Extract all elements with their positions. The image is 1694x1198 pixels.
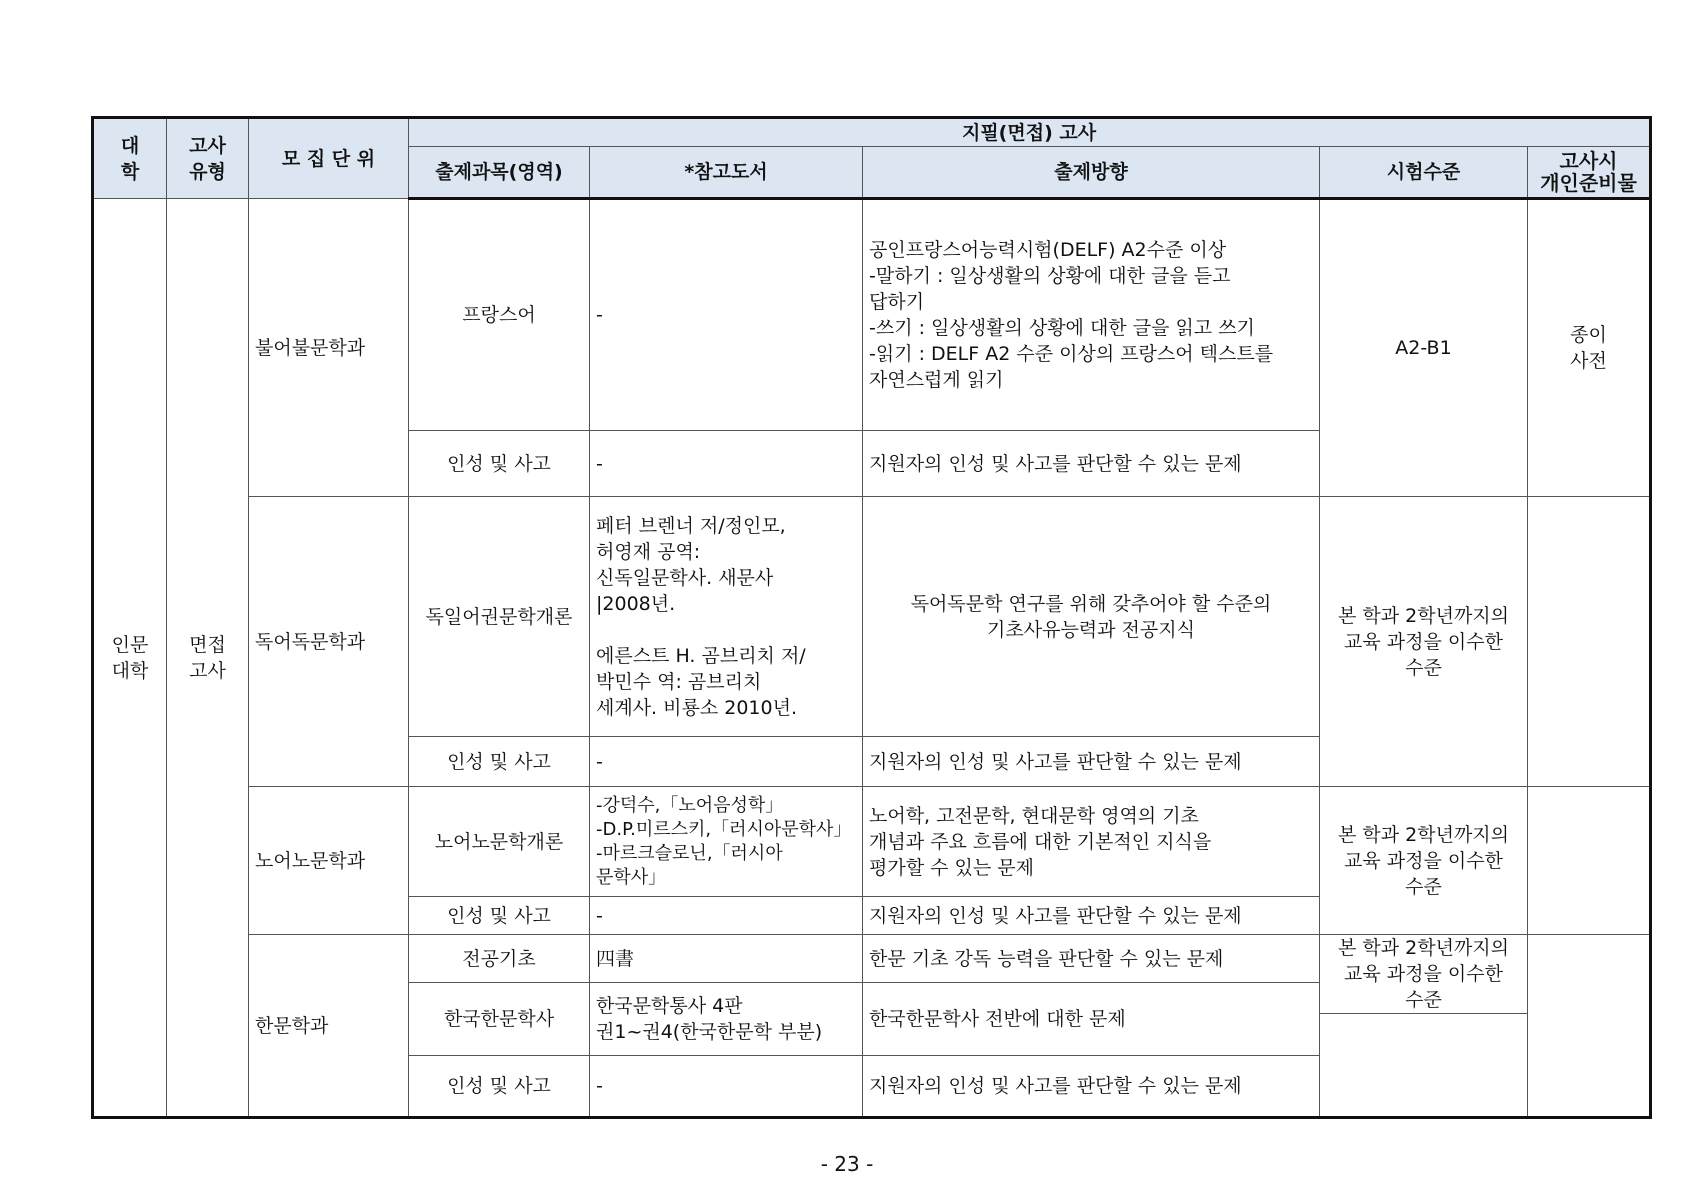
direction-cell: 한국한문학사 전반에 대한 문제	[863, 983, 1320, 1056]
subject-cell: 독일어권문학개론	[409, 497, 590, 737]
subject-cell: 한국한문학사	[409, 983, 590, 1056]
subject-cell: 인성 및 사고	[409, 431, 590, 497]
unit-german: 독어독문학과	[249, 497, 409, 787]
header-direction: 출제방향	[863, 147, 1320, 199]
page-number: - 23 -	[820, 1152, 874, 1176]
header-written-interview: 지필(면접) 고사	[409, 118, 1651, 147]
books-cell: -강덕수,「노어음성학」 -D.P.미르스키,「러시아문학사」 -마르크슬로닌,「러시아 문학사」	[590, 787, 863, 897]
direction-cell: 지원자의 인성 및 사고를 판단할 수 있는 문제	[863, 431, 1320, 497]
unit-french: 불어불문학과	[249, 199, 409, 497]
header-reference-books: *참고도서	[590, 147, 863, 199]
materials-cell	[1528, 935, 1651, 1118]
subject-cell: 노어노문학개론	[409, 787, 590, 897]
level-cell: 본 학과 2학년까지의 교육 과정을 이수한 수준	[1320, 935, 1528, 1014]
level-cell: 본 학과 2학년까지의 교육 과정을 이수한 수준	[1320, 497, 1528, 787]
subject-cell: 인성 및 사고	[409, 737, 590, 787]
table-row	[93, 787, 1651, 897]
header-subject: 출제과목(영역)	[409, 147, 590, 199]
books-cell: 한국문학통사 4판 권1~권4(한국한문학 부분)	[590, 983, 863, 1056]
direction-cell: 지원자의 인성 및 사고를 판단할 수 있는 문제	[863, 897, 1320, 935]
books-cell: -	[590, 1056, 863, 1118]
table-row	[93, 935, 1651, 983]
books-cell: -	[590, 737, 863, 787]
materials-cell: 종이 사전	[1528, 199, 1651, 497]
exam-table	[91, 116, 1652, 1119]
direction-cell: 지원자의 인성 및 사고를 판단할 수 있는 문제	[863, 737, 1320, 787]
header-recruit-unit: 모 집 단 위	[249, 118, 409, 199]
exam-type-cell: 면접 고사	[167, 199, 249, 1118]
subject-cell: 프랑스어	[409, 199, 590, 431]
books-cell: -	[590, 431, 863, 497]
level-cell: A2-B1	[1320, 199, 1528, 497]
table-row	[93, 497, 1651, 737]
header-materials: 고사시 개인준비물	[1528, 147, 1651, 199]
unit-chinese-classics: 한문학과	[249, 935, 409, 1118]
header-university: 대 학	[93, 118, 167, 199]
university-cell: 인문 대학	[93, 199, 167, 1118]
materials-cell	[1528, 497, 1651, 787]
books-cell: -	[590, 199, 863, 431]
materials-cell	[1528, 787, 1651, 935]
subject-cell: 인성 및 사고	[409, 897, 590, 935]
books-cell: 四書	[590, 935, 863, 983]
books-cell: -	[590, 897, 863, 935]
header-level: 시험수준	[1320, 147, 1528, 199]
level-cell: 본 학과 2학년까지의 교육 과정을 이수한 수준	[1320, 787, 1528, 935]
unit-russian: 노어노문학과	[249, 787, 409, 935]
direction-cell: 독어독문학 연구를 위해 갖추어야 할 수준의 기초사유능력과 전공지식	[863, 497, 1320, 737]
direction-cell: 공인프랑스어능력시험(DELF) A2수준 이상 -말하기 : 일상생활의 상황에 대한 글을 듣고 답하기 -쓰기 : 일상생활의 상황에 대한 글을 읽고 쓰기 -읽기 : DELF A2 수준 이상의 프랑스어 텍스트를 자연스럽게 읽기	[863, 199, 1320, 431]
subject-cell: 전공기초	[409, 935, 590, 983]
table-row	[93, 199, 1651, 431]
level-cell-empty	[1320, 1014, 1528, 1118]
direction-cell: 노어학, 고전문학, 현대문학 영역의 기초 개념과 주요 흐름에 대한 기본적인 지식을 평가할 수 있는 문제	[863, 787, 1320, 897]
direction-cell: 한문 기초 강독 능력을 판단할 수 있는 문제	[863, 935, 1320, 983]
header-exam-type: 고사 유형	[167, 118, 249, 199]
books-cell: 페터 브렌너 저/정인모, 허영재 공역: 신독일문학사. 새문사 |2008년. 에른스트 H. 곰브리치 저/ 박민수 역: 곰브리치 세계사. 비룡소 2010년.	[590, 497, 863, 737]
subject-cell: 인성 및 사고	[409, 1056, 590, 1118]
direction-cell: 지원자의 인성 및 사고를 판단할 수 있는 문제	[863, 1056, 1320, 1118]
